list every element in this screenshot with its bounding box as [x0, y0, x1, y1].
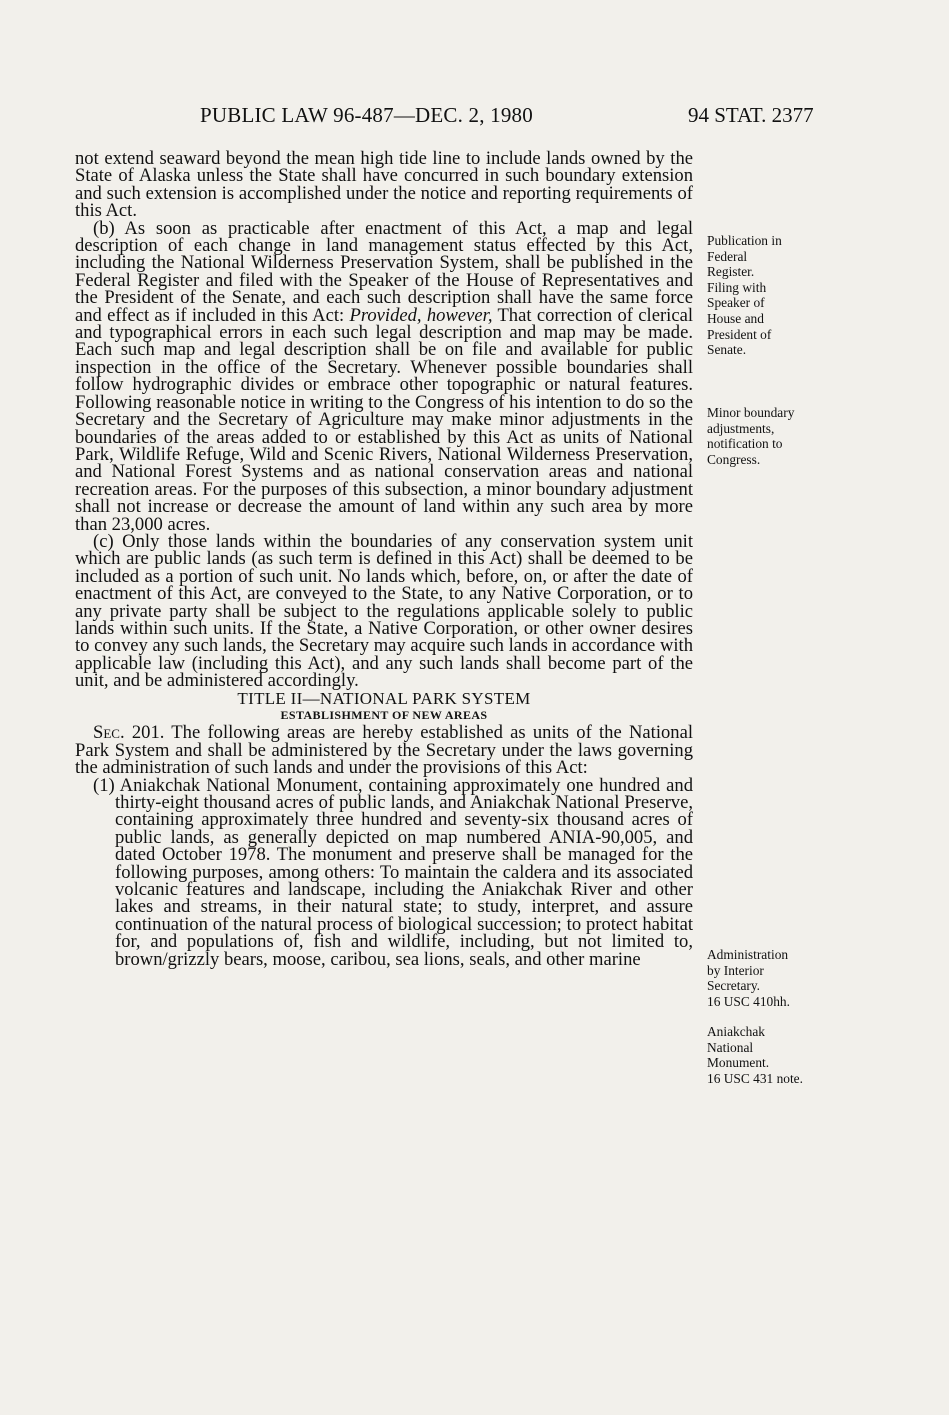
margin-note-line: Speaker of	[707, 295, 765, 311]
margin-note-line: adjustments,	[707, 420, 775, 436]
margin-note-line: notification to	[707, 436, 783, 452]
margin-note-line: Register.	[707, 264, 755, 280]
paragraph-b	[75, 217, 693, 535]
paragraph-c: (c) Only those lands within the boundaries of any conservation system unit which are public lands (as such term is defined in this Act) shall be deemed to be included as a portion of such unit. No lands which, before, on, or after the date of enactment of this Act, are conveyed to the State, to any Native Corporation, or to any private party shall be subject to the regulations applicable solely to public lands within such units. If the State, a Native Corporation, or other owner desires to convey any such lands, the Secretary may acquire such lands in accordance with applicable law (including this Act), and any such lands shall become part of the unit, and be administered accordingly.	[75, 530, 693, 692]
margin-note-line: Monument.	[707, 1055, 770, 1071]
margin-note-line: by Interior	[707, 962, 764, 978]
margin-note-line: President of	[707, 326, 772, 342]
section-201-text: 201. The following areas are hereby established as units of the National Park System and shall be administered by the Secretary under the laws governing the administration of such lands and under the provisions of this Act:	[75, 722, 693, 779]
running-header-page-number: 94 STAT. 2377	[688, 103, 814, 127]
margin-note-line: Secretary.	[707, 978, 761, 994]
margin-note-line: 16 USC 431 note.	[707, 1070, 803, 1086]
margin-note-line: 16 USC 410hh.	[707, 993, 790, 1009]
paragraph-continuation: not extend seaward beyond the mean high tide line to include lands owned by the State of Alaska unless the State shall have concurred in such boundary extension and such extension is accomplished under the notice and reporting requirements of this Act.	[75, 148, 693, 222]
margin-note-aniakchak	[707, 1024, 839, 1086]
paragraph-b-text-2: That correction of clerical and typographical errors in each such legal description and map may be made. Each such map and legal description shall be on file and available for public inspection in the office of the Secretary. Whenever possible boundaries shall follow hydrographic divides or embrace other topographic or natural features. Following reasonable notice in writing to the Congress of his intention to do so the Secretary and the Secretary of Agriculture may make minor adjustments in the boundaries of the areas added to or established by this Act as units of National Park, Wildlife Refuge, Wild and Scenic Rivers, National Wilderness Preservation, and National Forest Systems and as national conservation areas and national recreation areas. For the purposes of this subsection, a minor boundary adjustment shall not increase or decrease the amount of land within any such area by more than 23,000 acres.	[75, 304, 693, 535]
section-subheading: ESTABLISHMENT OF NEW AREAS	[280, 708, 488, 722]
margin-note-publication	[707, 233, 839, 358]
margin-note-line: Aniakchak	[707, 1024, 766, 1039]
margin-note-boundary	[707, 405, 839, 467]
margin-note-line: Senate.	[707, 342, 747, 358]
running-header-title: PUBLIC LAW 96-487—DEC. 2, 1980	[200, 103, 533, 127]
main-text-column	[75, 150, 693, 968]
margin-note-line: Federal	[707, 248, 748, 264]
section-201	[75, 722, 693, 779]
margin-note-line: Filing with	[707, 279, 767, 295]
margin-note-line: Administration	[707, 947, 789, 962]
title-heading: TITLE II—NATIONAL PARK SYSTEM	[237, 688, 531, 708]
margin-note-line: National	[707, 1039, 754, 1055]
margin-note-administration	[707, 947, 839, 1009]
paragraph-b-italic: Provided, however,	[349, 304, 493, 326]
margin-note-line: Publication in	[707, 233, 782, 248]
margin-note-line: Congress.	[707, 451, 761, 467]
item-1-aniakchak: (1) Aniakchak National Monument, containing approximately one hundred and thirty-eight thousand acres of public lands, and Aniakchak National Preserve, containing approximately three hundred and seventy-six thousand acres of public lands, as generally depicted on map numbered ANIA-90,005, and dated October 1978. The monument and preserve shall be managed for the following purposes, among others: To maintain the caldera and its associated volcanic features and landscape, including the Aniakchak River and other lakes and streams, in their natural state; to study, interpret, and assure continuation of the natural process of biological succession; to protect habitat for, and populations of, fish and wildlife, including, but not limited to, brown/grizzly bears, moose, caribou, sea lions, seals, and other marine	[93, 774, 693, 970]
margin-note-line: Minor boundary	[707, 405, 795, 420]
section-label: Sec.	[93, 722, 125, 744]
margin-note-line: House and	[707, 310, 764, 326]
paragraph-b-text-1: (b) As soon as practicable after enactment of this Act, a map and legal description of each change in land management status effected by this Act, including the National Wilderness Preservation System, shall be published in the Federal Register and filed with the Speaker of the House of Representatives and the President of the Senate, and each such description shall have the same force and effect as if included in this Act:	[75, 217, 693, 326]
